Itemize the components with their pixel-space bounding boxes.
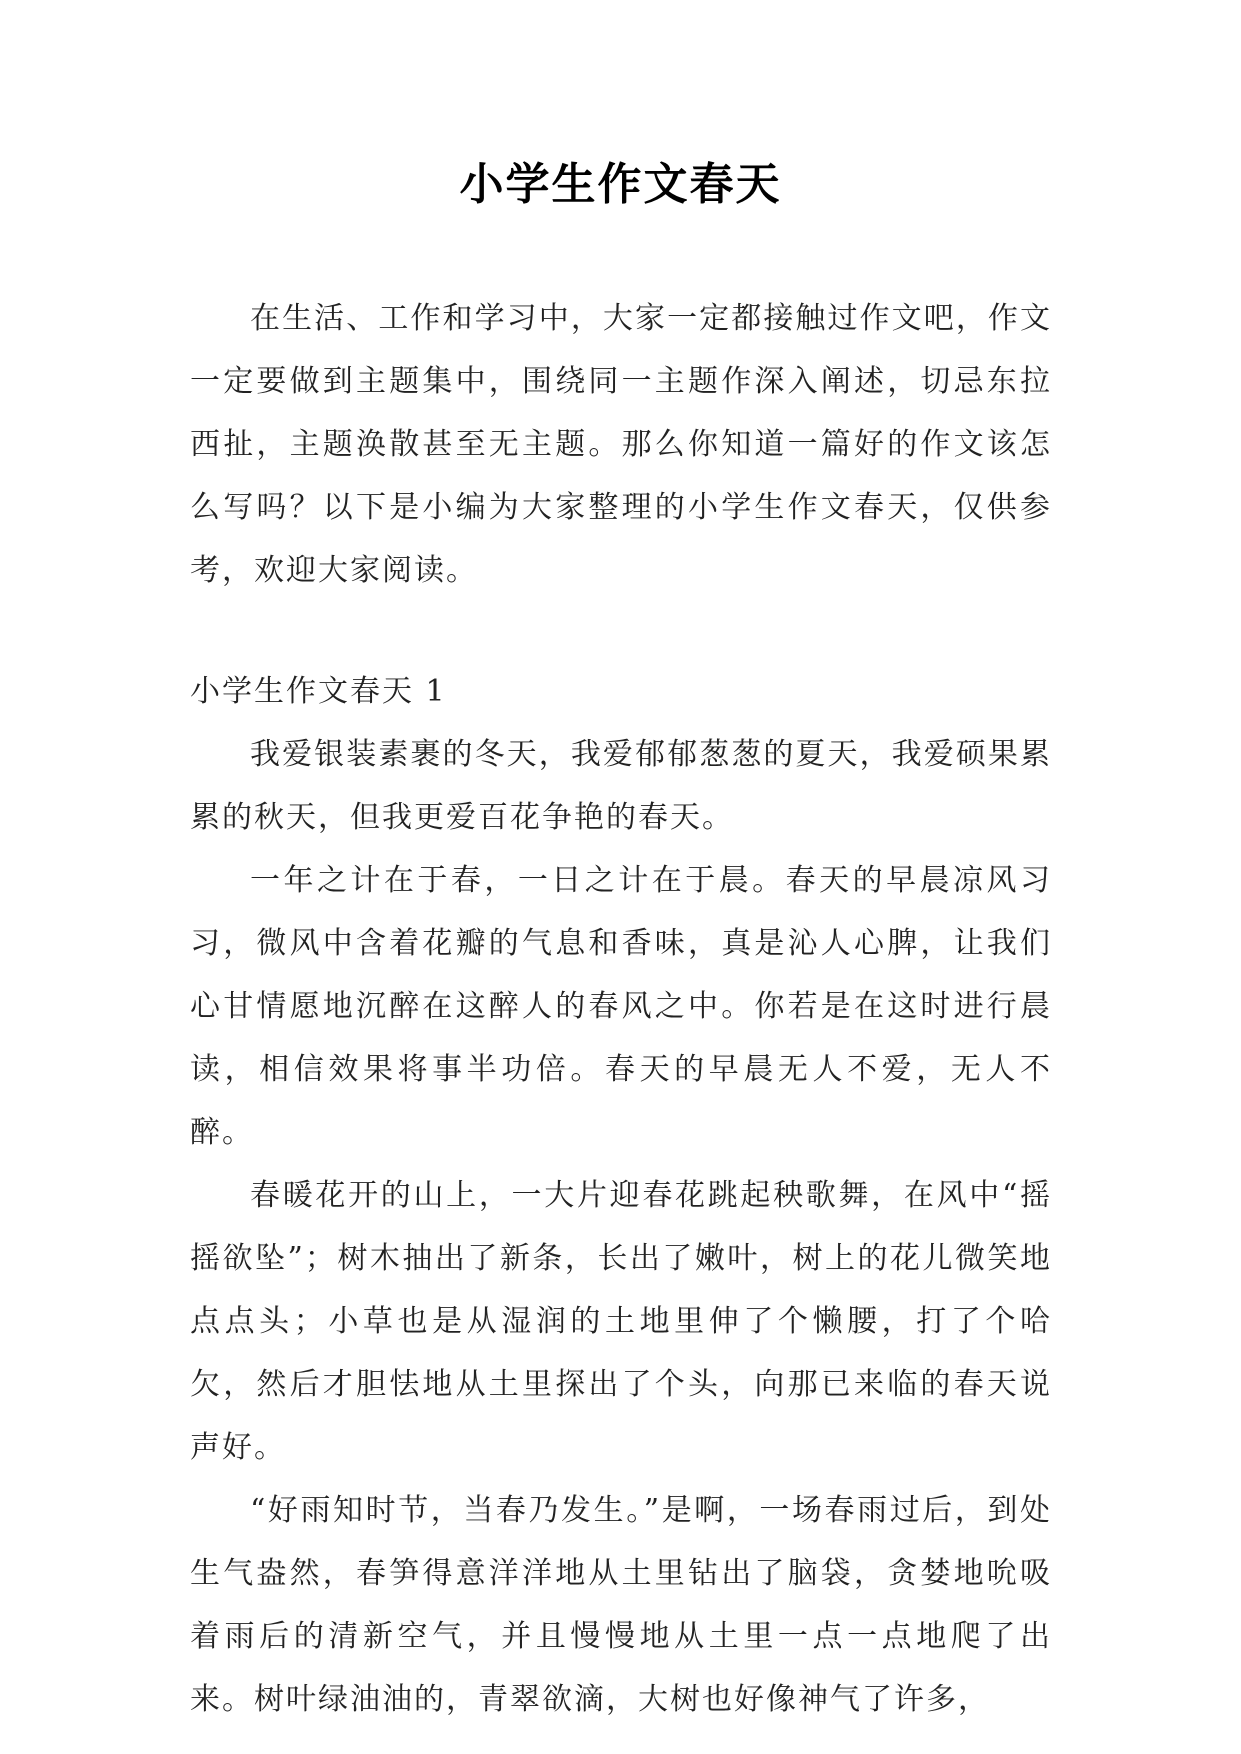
- body-paragraph-2: 一年之计在于春，一日之计在于晨。春天的早晨凉风习习，微风中含着花瓣的气息和香味，真是沁人心脾，让我们心甘情愿地沉醉在这醉人的春风之中。你若是在这时进行晨读，相信效果将事半功倍。春天的早晨无人不爱，无人不醉。: [190, 863, 1052, 1150]
- document-title: 小学生作文春天: [459, 159, 782, 210]
- intro-paragraph: 在生活、工作和学习中，大家一定都接触过作文吧，作文一定要做到主题集中，围绕同一主题作深入阐述，切忌东拉西扯，主题涣散甚至无主题。那么你知道一篇好的作文该怎么写吗？以下是小编为大家整理的小学生作文春天，仅供参考，欢迎大家阅读。: [190, 301, 1052, 588]
- body-paragraph-4: “好雨知时节，当春乃发生。”是啊，一场春雨过后，到处生气盎然，春笋得意洋洋地从土里钻出了脑袋，贪婪地吮吸着雨后的清新空气，并且慢慢地从土里一点一点地爬了出来。树叶绿油油的，青翠欲滴，大树也好像神气了许多，: [190, 1493, 1052, 1717]
- body-paragraph-1: 我爱银装素裹的冬天，我爱郁郁葱葱的夏天，我爱硕果累累的秋天，但我更爱百花争艳的春天。: [190, 737, 1052, 835]
- document-body: [190, 287, 1052, 1731]
- body-paragraph-3: 春暖花开的山上，一大片迎春花跳起秧歌舞，在风中“摇摇欲坠”；树木抽出了新条，长出了嫩叶，树上的花儿微笑地点点头；小草也是从湿润的土地里伸了个懒腰，打了个哈欠，然后才胆怯地从土里探出了个头，向那已来临的春天说声好。: [190, 1178, 1052, 1465]
- section-heading: 小学生作文春天 1: [190, 674, 447, 709]
